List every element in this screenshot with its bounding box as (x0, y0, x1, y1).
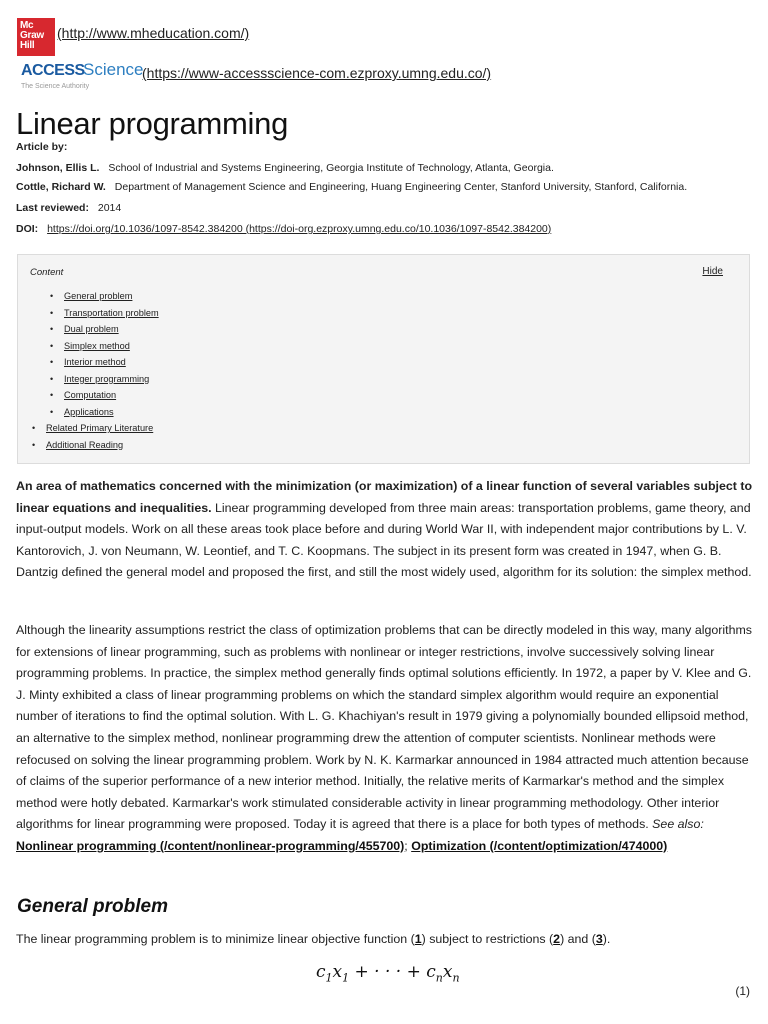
intro-definition: An area of mathematics concerned with the minimization (or maximization) of a linear function of several variables subject to linear equations and inequalities. (16, 479, 753, 515)
article-by (16, 140, 73, 154)
author-name: Cottle, Richard W. (16, 181, 106, 193)
doi-label: DOI: (16, 223, 39, 235)
doi-link[interactable]: https://doi.org/10.1036/1097-8542.384200 (https://doi-org.ezproxy.umng.edu.co/10.1036/1097-8542.384200) (47, 223, 552, 235)
toc-sub-list (48, 288, 159, 420)
see-also-label: See also: (652, 817, 704, 832)
logo-text-hill: Hill (20, 40, 35, 51)
article-by-label: Article by: (16, 141, 68, 153)
logo-text-access: ACCESS (21, 62, 85, 79)
toc-link-integer-programming[interactable]: Integer programming (64, 373, 150, 384)
equation-ref-2[interactable]: 2 (553, 932, 561, 946)
logo-text-mc: Mc (20, 20, 34, 31)
equation-ref-3[interactable]: 3 (595, 932, 603, 946)
toc-link-transportation-problem[interactable]: Transportation problem (64, 307, 159, 318)
accessscience-link[interactable]: (https://www-accessscience-com.ezproxy.umng.edu.co/) (142, 65, 492, 81)
toc-top-list (30, 420, 153, 453)
text-segment: ) and ( (560, 932, 596, 946)
toc-link-general-problem[interactable]: General problem (64, 291, 133, 301)
nonlinear-programming-link[interactable]: Nonlinear programming (/content/nonlinear-programming/455700) (16, 838, 405, 853)
toc-item (30, 420, 153, 437)
toc-link-related-literature[interactable]: Related Primary Literature (46, 423, 154, 433)
optimization-link[interactable]: Optimization (/content/optimization/474000) (411, 838, 668, 853)
text-segment: ) subject to restrictions ( (421, 932, 554, 946)
toc-link-additional-reading[interactable]: Additional Reading (46, 439, 124, 450)
toc-item (48, 321, 159, 338)
history-text: Although the linearity assumptions restrict the class of optimization problems that can be directly modeled in this way, many algorithms for extensions of linear programming, such as problems with nonlinear or integer restrictions, involve successively solving linear programming problems. In practice, the simplex method generally finds optimal solutions efficiently. In 1972, a paper by V. Klee and G. J. Minty exhibited a class of linear programming problems on which the standard simplex algorithm would require an exponential number of iterations to find the optimal solution. With L. G. Khachiyan's result in 1979 giving a polynomially bounded ellipsoid method, an alternative to the simplex method, nonlinear programming drew the attention of computer scientists. Nonlinear methods were refocused on solving the linear programming problem. Work by N. K. Karmarkar announced in 1984 attracted much attention because of claims of the superior performance of a new interior method. Initially, the relative merits of Karmarkar's method and the simplex method were hotly debated. Karmarkar's work stimulated considerable activity in linear programming methodology. Other interior algorithms for linear programming were proposed. Today it is agreed that there is a place for both types of methods. (16, 623, 752, 832)
toc-item (48, 338, 159, 355)
toc-link-simplex-method[interactable]: Simplex method (64, 340, 130, 351)
section-heading: General problem (17, 896, 168, 917)
toc-item (48, 305, 159, 322)
mcgraw-hill-header (17, 18, 249, 56)
toc-item (48, 387, 159, 404)
history-paragraph (16, 620, 756, 858)
toc-hide-link[interactable]: Hide (702, 266, 723, 277)
intro-paragraph (16, 476, 756, 584)
toc-item (48, 404, 159, 421)
last-reviewed-value: 2014 (97, 202, 122, 214)
logo-tagline: The Science Authority (21, 83, 90, 90)
table-of-contents (17, 254, 750, 464)
mcgraw-hill-logo[interactable] (17, 18, 55, 56)
accessscience-header (17, 60, 491, 96)
equation-number: (1) (735, 984, 750, 998)
author-1 (16, 161, 554, 175)
toc-item (48, 288, 159, 305)
toc-link-interior-method[interactable]: Interior method (64, 357, 126, 367)
mheducation-link[interactable]: (http://www.mheducation.com/) (57, 25, 250, 41)
author-name: Johnson, Ellis L. (16, 162, 100, 174)
logo-text-graw: Graw (20, 30, 44, 41)
author-affiliation: Department of Management Science and Engineering, Huang Engineering Center, Stanford University, Stanford, California. (114, 181, 688, 193)
toc-link-dual-problem[interactable]: Dual problem (64, 324, 119, 334)
toc-item (48, 371, 159, 388)
toc-item (30, 437, 153, 454)
author-affiliation: School of Industrial and Systems Engineering, Georgia Institute of Technology, Atlanta, Georgia. (108, 162, 554, 174)
toc-item (48, 354, 159, 371)
toc-link-applications[interactable]: Applications (64, 406, 114, 417)
toc-link-computation[interactable]: Computation (64, 390, 117, 400)
intro-text: Linear programming developed from three main areas: transportation problems, game theory, and input-output models. Work on all these areas took place before and during World War II, with independent major contributions by L. V. Kantorovich, J. von Neumann, W. Leontief, and T. C. Koopmans. The subject in its present form was created in 1947, when G. B. Dantzig defined the general model and proposed the first, and still the most widely used, algorithm for its solution: the simplex method. (16, 500, 752, 580)
toc-title: Content (30, 267, 64, 278)
equation-1: $c_1x_1$ + · · · + $c_nx_n$ (316, 962, 460, 985)
author-2 (16, 180, 687, 194)
accessscience-logo[interactable] (17, 60, 142, 96)
general-problem-paragraph (16, 929, 756, 951)
text-segment: The linear programming problem is to minimize linear objective function ( (16, 932, 415, 946)
page-title: Linear programming (16, 106, 289, 141)
text-segment: ). (602, 932, 611, 946)
last-reviewed (16, 201, 121, 215)
link-separator: ; (404, 838, 412, 853)
equation-ref-1[interactable]: 1 (414, 932, 422, 946)
last-reviewed-label: Last reviewed: (16, 202, 89, 214)
logo-text-science: Science (83, 60, 144, 79)
doi-row (16, 222, 551, 236)
